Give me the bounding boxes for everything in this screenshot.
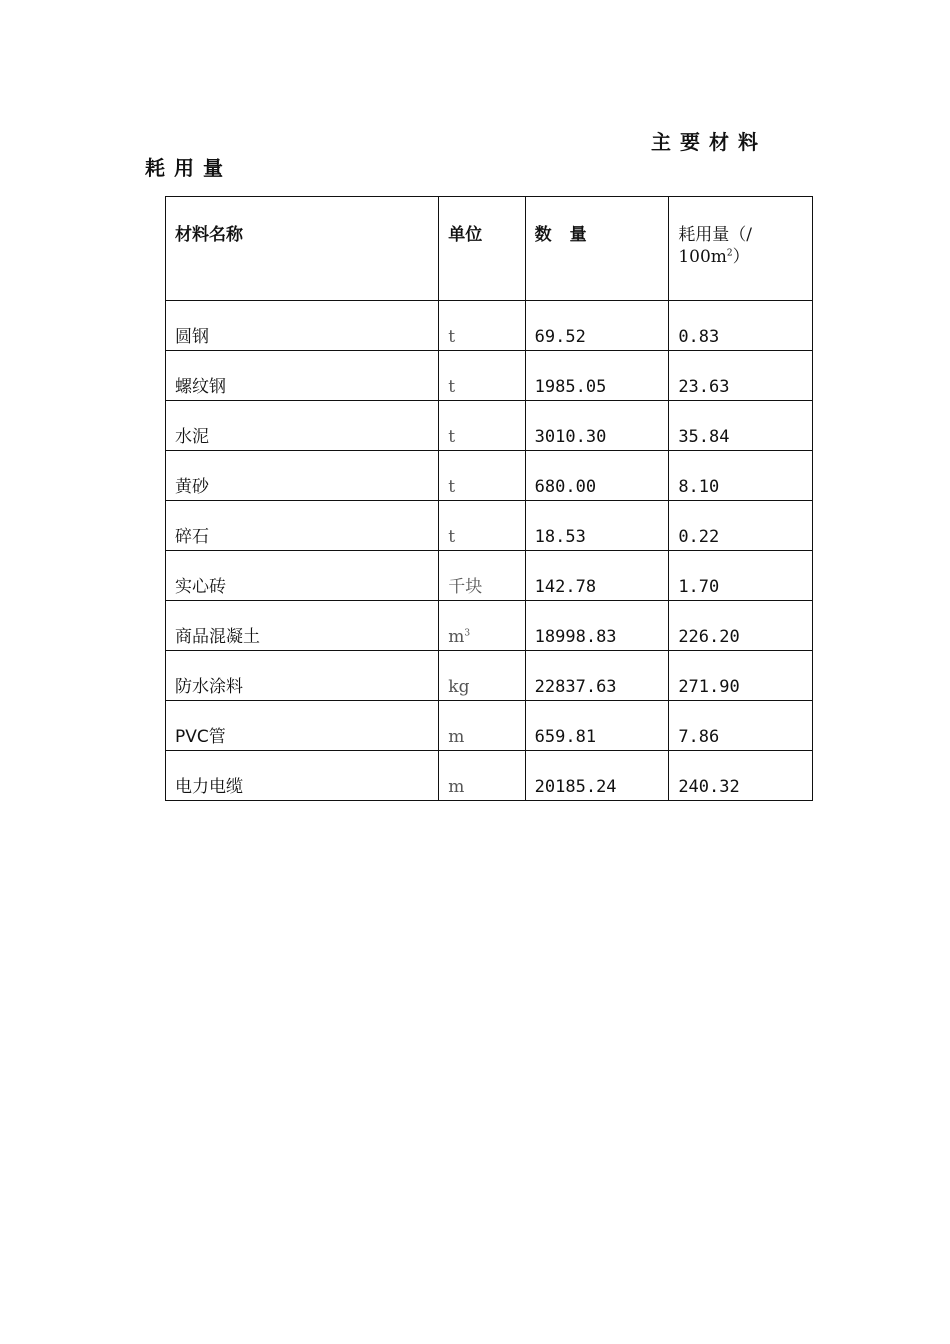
cell-quantity: 22837.63 <box>525 651 669 701</box>
page-title-part1: 主要材料 <box>651 130 767 154</box>
cell-unit-text: m <box>448 777 465 797</box>
cell-material-name: 圆钢 <box>166 301 439 351</box>
cell-quantity: 69.52 <box>525 301 669 351</box>
cell-unit <box>439 551 525 601</box>
cell-quantity: 18.53 <box>525 501 669 551</box>
materials-table <box>165 196 813 801</box>
cell-unit-text: t <box>448 377 456 397</box>
cell-usage: 23.63 <box>669 351 813 401</box>
table-row <box>166 651 813 701</box>
cell-material-name: 黄砂 <box>166 451 439 501</box>
table-row <box>166 351 813 401</box>
cell-material-name: 螺纹钢 <box>166 351 439 401</box>
cell-usage: 35.84 <box>669 401 813 451</box>
cell-unit-text: m <box>448 627 465 647</box>
header-quantity-label: 数量 <box>534 225 605 245</box>
cell-unit <box>439 501 525 551</box>
cell-material-name: 电力电缆 <box>166 751 439 801</box>
page-title-part2: 耗用量 <box>145 156 232 180</box>
header-usage-sup: 2 <box>726 248 733 259</box>
cell-unit-sup: 3 <box>464 628 471 639</box>
cell-usage: 226.20 <box>669 601 813 651</box>
cell-quantity: 659.81 <box>525 701 669 751</box>
cell-unit <box>439 601 525 651</box>
table-body <box>166 301 813 801</box>
cell-unit <box>439 301 525 351</box>
cell-usage: 0.22 <box>669 501 813 551</box>
cell-material-name: PVC管 <box>166 701 439 751</box>
table-row <box>166 301 813 351</box>
header-material-name: 材料名称 <box>166 197 439 301</box>
cell-unit-text: m <box>448 727 465 747</box>
cell-material-name: 水泥 <box>166 401 439 451</box>
cell-unit-text: t <box>448 477 456 497</box>
cell-unit-text: kg <box>448 677 470 697</box>
cell-unit <box>439 751 525 801</box>
cell-usage: 0.83 <box>669 301 813 351</box>
cell-unit <box>439 651 525 701</box>
table-row <box>166 551 813 601</box>
cell-unit <box>439 351 525 401</box>
table-row <box>166 751 813 801</box>
header-unit: 单位 <box>439 197 525 301</box>
cell-quantity: 3010.30 <box>525 401 669 451</box>
cell-unit <box>439 401 525 451</box>
cell-material-name: 实心砖 <box>166 551 439 601</box>
cell-usage: 1.70 <box>669 551 813 601</box>
cell-unit-text: t <box>448 427 456 447</box>
table-header-row <box>166 197 813 301</box>
table-row <box>166 401 813 451</box>
table-row <box>166 601 813 651</box>
cell-usage: 240.32 <box>669 751 813 801</box>
cell-material-name: 防水涂料 <box>166 651 439 701</box>
cell-unit <box>439 451 525 501</box>
header-usage-close: ） <box>732 247 750 267</box>
cell-quantity: 680.00 <box>525 451 669 501</box>
header-usage-line1: 耗用量（/ <box>678 225 753 245</box>
header-quantity <box>525 197 669 301</box>
cell-quantity: 142.78 <box>525 551 669 601</box>
cell-quantity: 20185.24 <box>525 751 669 801</box>
cell-usage: 7.86 <box>669 701 813 751</box>
table-row <box>166 701 813 751</box>
cell-unit-text: t <box>448 527 456 547</box>
cell-quantity: 18998.83 <box>525 601 669 651</box>
cell-unit-text: t <box>448 327 456 347</box>
header-usage <box>669 197 813 301</box>
cell-unit-text: 千块 <box>448 577 483 597</box>
cell-usage: 271.90 <box>669 651 813 701</box>
cell-unit <box>439 701 525 751</box>
table-row <box>166 501 813 551</box>
header-usage-line2: 100m <box>678 247 727 267</box>
cell-usage: 8.10 <box>669 451 813 501</box>
cell-quantity: 1985.05 <box>525 351 669 401</box>
cell-material-name: 商品混凝土 <box>166 601 439 651</box>
table-row <box>166 451 813 501</box>
cell-material-name: 碎石 <box>166 501 439 551</box>
